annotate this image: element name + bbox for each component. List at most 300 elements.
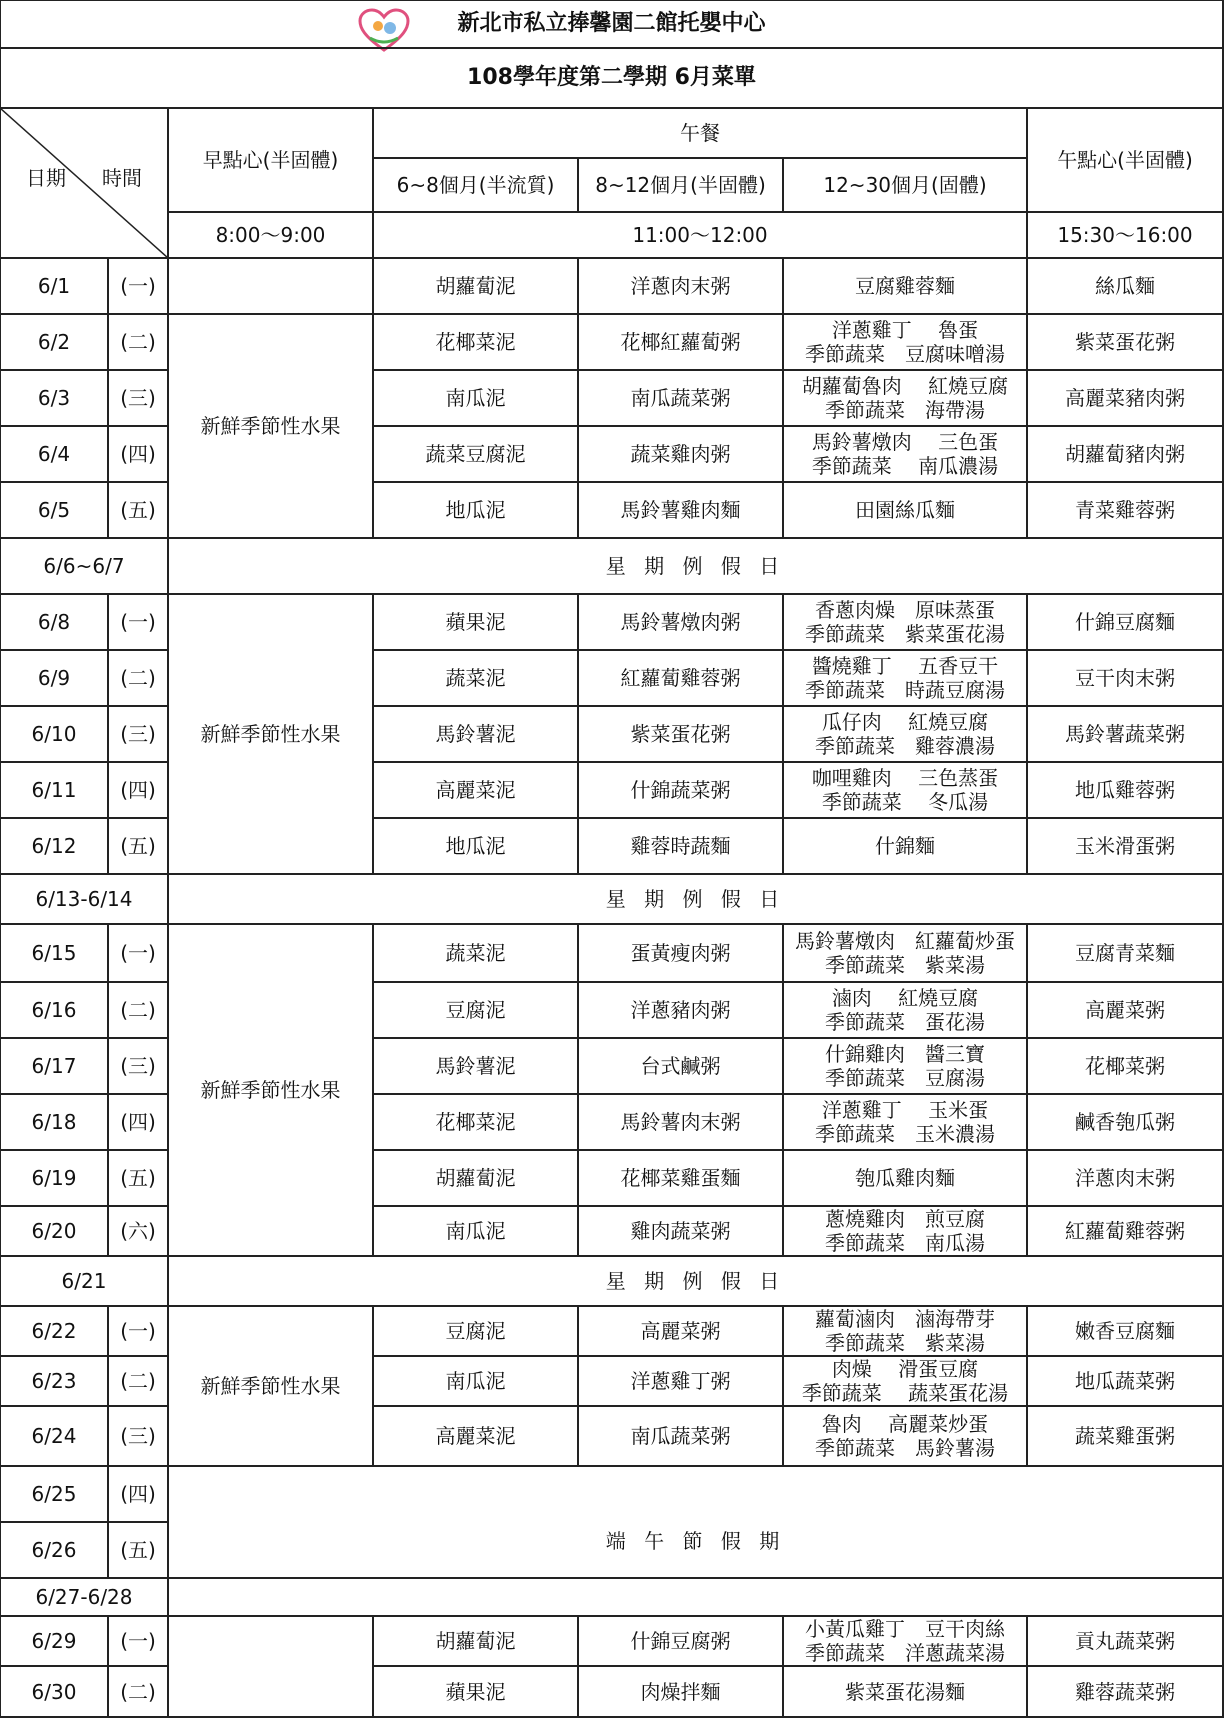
weekday-cell: [108, 1206, 168, 1256]
afternoon-snack-cell: [1027, 370, 1223, 426]
weekday-cell: [108, 1150, 168, 1206]
grid-line: [372, 314, 374, 370]
grid-line: [0, 1037, 168, 1039]
grid-line: [107, 1616, 109, 1666]
date-column-label: 日期: [26, 166, 66, 190]
grid-line: [107, 1466, 109, 1522]
grid-line: [373, 313, 1223, 315]
document-title-text: 新北市私立捧馨園二館托嬰中心: [457, 11, 766, 36]
lunch-8-12-cell-text: 花椰紅蘿蔔粥: [620, 330, 741, 354]
date-cell: [0, 258, 108, 314]
lunch-6-8-cell-text: 蘋果泥: [445, 610, 506, 634]
grid-line: [372, 426, 374, 482]
grid-line: [372, 258, 374, 314]
lunch-12-30-cell-text: 季節蔬菜 蔬菜蛋花湯: [801, 1381, 1009, 1405]
grid-line: [107, 1306, 109, 1356]
holiday-date-cell-text: 6/27-6/28: [35, 1585, 133, 1609]
grid-line: [107, 1206, 109, 1256]
grid-line: [372, 818, 374, 874]
lunch-6-8-cell: [373, 1616, 578, 1666]
afternoon-snack-cell: [1027, 818, 1223, 874]
grid-line: [372, 924, 374, 982]
grid-line: [373, 481, 1223, 483]
date-cell: [0, 762, 108, 818]
lunch-8-12-cell-text: 紅蘿蔔雞蓉粥: [620, 666, 741, 690]
afternoon-time: [1027, 212, 1223, 258]
weekday-cell: [108, 258, 168, 314]
grid-line: [0, 1149, 168, 1151]
afternoon-snack-cell-text: 洋蔥肉末粥: [1075, 1166, 1175, 1190]
lunch-8-12-cell: [578, 482, 783, 538]
afternoon-snack-cell: [1027, 1038, 1223, 1094]
lunch-6-8-cell: [373, 1206, 578, 1256]
grid-line: [168, 537, 1223, 539]
lunch-6-8-cell-text: 地瓜泥: [445, 498, 506, 522]
breakfast-fruit-cell: [168, 258, 373, 314]
lunch-12-30-header: [783, 158, 1027, 212]
date-cell: [0, 482, 108, 538]
afternoon-snack-cell: [1027, 924, 1223, 982]
breakfast-fruit-cell-text: 新鮮季節性水果: [200, 1078, 341, 1102]
afternoon-snack-cell: [1027, 1306, 1223, 1356]
grid-line: [167, 370, 169, 426]
grid-line: [107, 1094, 109, 1150]
lunch-8-12-cell: [578, 314, 783, 370]
date-cell-text: 6/22: [31, 1319, 77, 1343]
grid-line: [372, 762, 374, 818]
grid-line: [0, 1255, 168, 1257]
weekday-cell: [108, 924, 168, 982]
date-cell-text: 6/3: [37, 386, 71, 410]
grid-line: [1026, 594, 1028, 650]
grid-line: [782, 314, 784, 370]
grid-line: [577, 158, 579, 212]
weekday-cell: [108, 650, 168, 706]
grid-line: [1026, 370, 1028, 426]
lunch-8-12-cell-text: 馬鈴薯雞肉麵: [620, 498, 741, 522]
date-cell-text: 6/10: [31, 722, 77, 746]
grid-line: [167, 818, 169, 874]
afternoon-snack-cell: [1027, 426, 1223, 482]
grid-line: [0, 981, 168, 983]
lunch-6-8-cell-text: 花椰菜泥: [435, 330, 516, 354]
breakfast-fruit-cell: [168, 1306, 373, 1466]
grid-line: [577, 1616, 579, 1666]
grid-line: [1026, 1406, 1028, 1466]
grid-line: [372, 1150, 374, 1206]
grid-line: [577, 706, 579, 762]
lunch-8-12-cell: [578, 1038, 783, 1094]
grid-line: [373, 425, 1223, 427]
lunch-6-8-cell: [373, 706, 578, 762]
grid-line: [1026, 1038, 1028, 1094]
weekday-cell: [108, 314, 168, 370]
grid-line: [167, 314, 169, 370]
grid-line: [168, 593, 1223, 595]
lunch-12-30-cell-text: 豆腐雞蓉麵: [855, 274, 955, 298]
grid-line: [372, 1666, 374, 1718]
grid-line: [373, 1093, 1223, 1095]
grid-line: [107, 818, 109, 874]
lunch-8-12-cell: [578, 370, 783, 426]
grid-line: [1026, 706, 1028, 762]
breakfast-fruit-cell: [168, 594, 373, 874]
breakfast-time: [168, 212, 373, 258]
weekday-cell-text: (三): [120, 1424, 156, 1448]
grid-line: [0, 1355, 168, 1357]
lunch-8-12-cell: [578, 982, 783, 1038]
weekday-cell: [108, 1406, 168, 1466]
grid-line: [372, 706, 374, 762]
lunch-12-30-cell: [783, 594, 1027, 650]
lunch-6-8-cell: [373, 818, 578, 874]
lunch-12-30-cell-text: 季節蔬菜 冬瓜湯: [821, 790, 989, 814]
lunch-6-8-cell-text: 馬鈴薯泥: [435, 722, 516, 746]
lunch-12-30-cell: [783, 1616, 1027, 1666]
lunch-8-12-header-text: 8~12個月(半固體): [595, 173, 766, 197]
grid-line: [167, 1306, 169, 1356]
grid-line: [372, 1306, 374, 1356]
lunch-12-30-cell-text: 季節蔬菜 紫菜湯: [825, 1331, 985, 1355]
lunch-8-12-cell: [578, 594, 783, 650]
afternoon-snack-cell-text: 地瓜蔬菜粥: [1075, 1369, 1175, 1393]
lunch-8-12-cell: [578, 426, 783, 482]
grid-line: [168, 923, 1223, 925]
grid-line: [782, 818, 784, 874]
grid-line: [168, 1577, 1223, 1579]
afternoon-snack-cell-text: 豆干肉末粥: [1075, 666, 1175, 690]
grid-line: [167, 258, 169, 314]
lunch-12-30-cell-text: 魯肉 高麗菜炒蛋: [821, 1412, 989, 1436]
lunch-6-8-cell-text: 南瓜泥: [445, 386, 506, 410]
grid-line: [577, 1094, 579, 1150]
grid-line: [0, 1665, 168, 1667]
lunch-12-30-cell-text: 季節蔬菜 南瓜湯: [825, 1231, 985, 1255]
grid-line: [577, 1038, 579, 1094]
grid-line: [0, 923, 168, 925]
date-cell: [0, 1406, 108, 1466]
grid-line: [577, 762, 579, 818]
lunch-6-8-cell-text: 胡蘿蔔泥: [435, 1166, 516, 1190]
lunch-6-8-cell: [373, 1406, 578, 1466]
lunch-12-30-cell-text: 胡蘿蔔魯肉 紅燒豆腐: [801, 374, 1009, 398]
table-border: [0, 0, 1223, 1]
grid-line: [0, 1093, 168, 1095]
grid-line: [782, 594, 784, 650]
lunch-12-30-cell: [783, 1150, 1027, 1206]
lunch-8-12-cell-text: 雞蓉時蔬麵: [630, 834, 731, 858]
grid-line: [0, 761, 168, 763]
lunch-12-30-cell-text: 季節蔬菜 南瓜濃湯: [811, 454, 999, 478]
grid-line: [167, 1356, 169, 1406]
date-cell-text: 6/30: [31, 1680, 77, 1704]
afternoon-snack-cell-text: 紫菜蛋花粥: [1075, 330, 1175, 354]
lunch-12-30-cell-text: 季節蔬菜 豆腐湯: [825, 1066, 985, 1090]
grid-line: [107, 1150, 109, 1206]
menu-subtitle: [0, 48, 1223, 108]
grid-line: [577, 924, 579, 982]
grid-line: [782, 762, 784, 818]
afternoon-header: [1027, 108, 1223, 212]
grid-line: [1026, 258, 1028, 314]
grid-line: [782, 1406, 784, 1466]
date-cell-text: 6/23: [31, 1369, 77, 1393]
weekday-cell-text: (一): [120, 1629, 156, 1653]
grid-line: [0, 1521, 168, 1523]
afternoon-snack-cell: [1027, 762, 1223, 818]
document-title: [0, 0, 1223, 48]
lunch-12-30-cell-text: 香蔥肉燥 原味蒸蛋: [815, 598, 995, 622]
weekday-cell-text: (五): [120, 834, 156, 858]
grid-line: [372, 1616, 374, 1666]
weekday-cell-text: (三): [120, 722, 156, 746]
grid-line: [782, 650, 784, 706]
grid-line: [782, 158, 784, 212]
holiday-date-cell-text: 6/13-6/14: [35, 887, 133, 911]
weekday-cell-text: (一): [120, 274, 156, 298]
grid-line: [372, 1038, 374, 1094]
lunch-8-12-cell: [578, 1616, 783, 1666]
grid-line: [107, 370, 109, 426]
lunch-12-30-cell: [783, 1356, 1027, 1406]
date-cell: [0, 818, 108, 874]
date-cell-text: 6/29: [31, 1629, 77, 1653]
date-cell: [0, 370, 108, 426]
grid-line: [167, 538, 169, 594]
lunch-12-30-cell-text: 季節蔬菜 馬鈴薯湯: [815, 1436, 995, 1460]
grid-line: [577, 818, 579, 874]
afternoon-snack-cell: [1027, 982, 1223, 1038]
date-cell-text: 6/24: [31, 1424, 77, 1448]
lunch-12-30-cell: [783, 650, 1027, 706]
date-cell-text: 6/17: [31, 1054, 77, 1078]
afternoon-snack-cell: [1027, 1150, 1223, 1206]
grid-line: [1026, 818, 1028, 874]
grid-line: [168, 1465, 373, 1467]
grid-line: [373, 649, 1223, 651]
grid-line: [372, 1206, 374, 1256]
weekday-cell: [108, 1306, 168, 1356]
afternoon-snack-cell-text: 馬鈴薯蔬菜粥: [1065, 722, 1185, 746]
weekday-cell-text: (四): [120, 1110, 156, 1134]
grid-line: [167, 482, 169, 538]
weekday-cell: [108, 1038, 168, 1094]
grid-line: [0, 705, 168, 707]
date-cell: [0, 1150, 108, 1206]
grid-line: [0, 481, 168, 483]
weekday-cell: [108, 706, 168, 762]
grid-line: [167, 1578, 169, 1616]
lunch-8-12-cell: [578, 706, 783, 762]
lunch-8-12-cell: [578, 1356, 783, 1406]
breakfast-header-text: 早點心(半固體): [202, 148, 339, 172]
breakfast-time-text: 8:00～9:00: [215, 223, 326, 247]
lunch-12-30-cell: [783, 762, 1027, 818]
grid-line: [0, 873, 168, 875]
grid-line: [373, 761, 1223, 763]
grid-line: [782, 1306, 784, 1356]
lunch-6-8-cell: [373, 1306, 578, 1356]
lunch-12-30-cell-text: 小黃瓜雞丁 豆干肉絲: [805, 1617, 1005, 1641]
grid-line: [577, 258, 579, 314]
lunch-6-8-cell: [373, 1150, 578, 1206]
weekday-cell-text: (五): [120, 1538, 156, 1562]
weekday-cell-text: (四): [120, 778, 156, 802]
grid-line: [372, 650, 374, 706]
afternoon-snack-cell: [1027, 650, 1223, 706]
afternoon-snack-cell: [1027, 1094, 1223, 1150]
lunch-12-30-cell: [783, 314, 1027, 370]
lunch-12-30-cell-text: 紫菜蛋花湯麵: [845, 1680, 965, 1704]
grid-line: [107, 1356, 109, 1406]
lunch-8-12-cell-text: 高麗菜粥: [640, 1319, 721, 1343]
grid-line: [107, 1038, 109, 1094]
lunch-12-30-cell-text: 滷肉 紅燒豆腐: [831, 986, 979, 1010]
lunch-12-30-cell-text: 洋蔥雞丁 魯蛋: [831, 318, 979, 342]
lunch-6-8-cell: [373, 1038, 578, 1094]
holiday-label: [168, 874, 1223, 924]
breakfast-fruit-cell-text: 新鮮季節性水果: [200, 722, 341, 746]
weekday-cell-text: (五): [120, 1166, 156, 1190]
weekday-cell-text: (一): [120, 1319, 156, 1343]
afternoon-snack-cell: [1027, 1666, 1223, 1718]
weekday-cell: [108, 370, 168, 426]
date-cell: [0, 1038, 108, 1094]
grid-line: [373, 1355, 1223, 1357]
lunch-8-12-cell: [578, 1094, 783, 1150]
weekday-cell: [108, 1522, 168, 1578]
lunch-12-30-cell: [783, 1038, 1027, 1094]
grid-line: [373, 817, 1223, 819]
lunch-6-8-cell-text: 馬鈴薯泥: [435, 1054, 516, 1078]
afternoon-snack-cell: [1027, 314, 1223, 370]
grid-line: [782, 1206, 784, 1256]
breakfast-fruit-cell: [168, 314, 373, 538]
lunch-12-30-cell: [783, 370, 1027, 426]
afternoon-snack-cell: [1027, 1406, 1223, 1466]
grid-line: [0, 593, 168, 595]
lunch-6-8-cell-text: 高麗菜泥: [435, 778, 516, 802]
grid-line: [782, 370, 784, 426]
afternoon-snack-cell-text: 地瓜雞蓉粥: [1075, 778, 1175, 802]
grid-line: [372, 1356, 374, 1406]
grid-line: [167, 1256, 169, 1306]
grid-line: [0, 817, 168, 819]
grid-line: [577, 1406, 579, 1466]
grid-line: [168, 1615, 1223, 1617]
afternoon-snack-cell-text: 高麗菜粥: [1085, 998, 1165, 1022]
grid-line: [372, 594, 374, 650]
lunch-12-30-cell-text: 季節蔬菜 時蔬豆腐湯: [805, 678, 1005, 702]
lunch-8-12-cell-text: 花椰菜雞蛋麵: [620, 1166, 741, 1190]
grid-line: [107, 1522, 109, 1578]
grid-line: [167, 1406, 169, 1466]
date-cell: [0, 924, 108, 982]
lunch-6-8-cell: [373, 924, 578, 982]
grid-line: [782, 706, 784, 762]
date-cell: [0, 1666, 108, 1718]
date-cell-text: 6/4: [37, 442, 71, 466]
grid-line: [168, 313, 373, 315]
grid-line: [167, 1466, 169, 1522]
grid-line: [373, 1465, 1223, 1467]
grid-line: [1026, 982, 1028, 1038]
lunch-12-30-cell: [783, 706, 1027, 762]
weekday-cell-text: (四): [120, 442, 156, 466]
weekday-cell-text: (六): [120, 1219, 156, 1243]
lunch-header: [373, 108, 1027, 158]
breakfast-fruit-cell: [168, 1616, 373, 1718]
lunch-8-12-cell-text: 台式鹹粥: [640, 1054, 721, 1078]
grid-line: [372, 108, 374, 258]
grid-line: [372, 1406, 374, 1466]
lunch-12-30-cell-text: 蔥燒雞肉 煎豆腐: [825, 1207, 985, 1231]
lunch-8-12-cell-text: 南瓜蔬菜粥: [630, 386, 731, 410]
grid-line: [782, 1356, 784, 1406]
lunch-12-30-cell: [783, 1666, 1027, 1718]
grid-line: [0, 47, 1223, 49]
afternoon-snack-cell-text: 嫩香豆腐麵: [1075, 1319, 1175, 1343]
grid-line: [782, 1666, 784, 1718]
holiday-date-cell-text: 6/6~6/7: [43, 554, 125, 578]
weekday-cell-text: (三): [120, 1054, 156, 1078]
grid-line: [0, 1305, 168, 1307]
weekday-cell-text: (五): [120, 498, 156, 522]
lunch-12-30-cell-text: 什錦麵: [875, 834, 935, 858]
grid-line: [577, 426, 579, 482]
grid-line: [1026, 1306, 1028, 1356]
grid-line: [107, 762, 109, 818]
weekday-cell: [108, 762, 168, 818]
grid-line: [577, 1306, 579, 1356]
afternoon-snack-cell-text: 玉米滑蛋粥: [1075, 834, 1175, 858]
lunch-12-30-cell-text: 肉燥 滑蛋豆腐: [831, 1357, 979, 1381]
lunch-12-30-cell-text: 季節蔬菜 紫菜蛋花湯: [805, 622, 1005, 646]
grid-line: [0, 649, 168, 651]
lunch-8-12-header: [578, 158, 783, 212]
lunch-12-30-cell: [783, 1094, 1027, 1150]
grid-line: [0, 537, 168, 539]
lunch-6-8-cell-text: 豆腐泥: [445, 998, 506, 1022]
lunch-6-8-cell-text: 蔬菜泥: [445, 941, 506, 965]
grid-line: [373, 1149, 1223, 1151]
lunch-6-8-cell-text: 蘋果泥: [445, 1680, 506, 1704]
lunch-6-8-cell: [373, 762, 578, 818]
diagonal-divider: [0, 108, 168, 258]
date-cell: [0, 982, 108, 1038]
lunch-6-8-cell-text: 南瓜泥: [445, 1369, 506, 1393]
date-cell-text: 6/25: [31, 1482, 77, 1506]
grid-line: [373, 1405, 1223, 1407]
lunch-6-8-cell: [373, 258, 578, 314]
date-cell: [0, 314, 108, 370]
lunch-12-30-cell-text: 馬鈴薯燉肉 紅蘿蔔炒蛋: [795, 929, 1015, 953]
weekday-cell-text: (二): [120, 330, 156, 354]
holiday-date-cell: [0, 1578, 168, 1616]
grid-line: [372, 482, 374, 538]
grid-line: [782, 482, 784, 538]
lunch-6-8-cell-text: 花椰菜泥: [435, 1110, 516, 1134]
grid-line: [373, 1037, 1223, 1039]
lunch-12-30-cell-text: 匏瓜雞肉麵: [855, 1166, 955, 1190]
grid-line: [577, 650, 579, 706]
lunch-6-8-cell: [373, 482, 578, 538]
afternoon-snack-cell: [1027, 1206, 1223, 1256]
weekday-cell-text: (二): [120, 1680, 156, 1704]
lunch-8-12-cell-text: 雞肉蔬菜粥: [630, 1219, 731, 1243]
date-cell-text: 6/16: [31, 998, 77, 1022]
grid-line: [0, 1465, 168, 1467]
